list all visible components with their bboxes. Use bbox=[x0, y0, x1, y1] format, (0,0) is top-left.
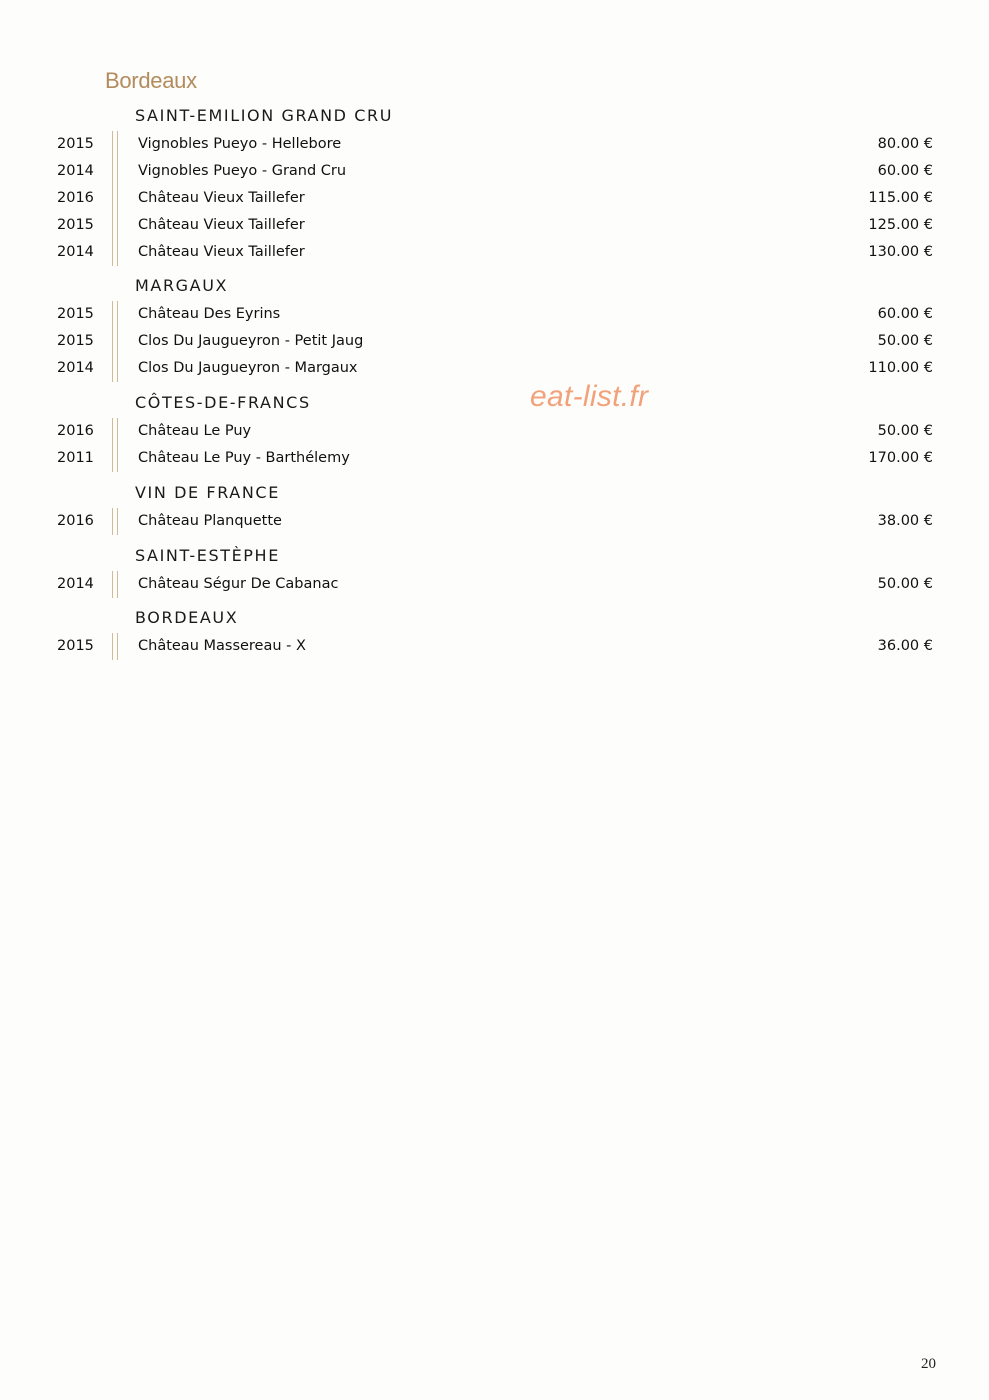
wine-price: 36.00 € bbox=[877, 638, 933, 654]
section-title: CÔTES-DE-FRANCS bbox=[135, 393, 311, 412]
divider-bar bbox=[112, 633, 118, 660]
wine-name: Vignobles Pueyo - Hellebore bbox=[138, 136, 342, 152]
wine-year: 2015 bbox=[57, 306, 94, 322]
wine-name: Château Planquette bbox=[138, 513, 282, 529]
section-title: BORDEAUX bbox=[135, 608, 239, 627]
wine-year: 2015 bbox=[57, 217, 94, 233]
wine-year: 2014 bbox=[57, 244, 94, 260]
divider-bar bbox=[112, 185, 118, 212]
wine-name: Château Des Eyrins bbox=[138, 306, 281, 322]
wine-price: 38.00 € bbox=[877, 513, 933, 529]
wine-name: Château Le Puy - Barthélemy bbox=[138, 450, 350, 466]
divider-bar bbox=[112, 418, 118, 445]
wine-name: Château Ségur De Cabanac bbox=[138, 576, 339, 592]
wine-price: 170.00 € bbox=[868, 450, 933, 466]
wine-year: 2016 bbox=[57, 513, 94, 529]
divider-bar bbox=[112, 212, 118, 239]
wine-row bbox=[0, 571, 989, 598]
wine-name: Clos Du Jaugueyron - Petit Jaug bbox=[138, 333, 364, 349]
wine-row bbox=[0, 633, 989, 660]
wine-year: 2014 bbox=[57, 163, 94, 179]
wine-name: Vignobles Pueyo - Grand Cru bbox=[138, 163, 347, 179]
wine-row bbox=[0, 301, 989, 328]
divider-bar bbox=[112, 131, 118, 158]
wine-price: 130.00 € bbox=[868, 244, 933, 260]
wine-row bbox=[0, 508, 989, 535]
wine-price: 50.00 € bbox=[877, 423, 933, 439]
wine-row bbox=[0, 328, 989, 355]
wine-year: 2016 bbox=[57, 423, 94, 439]
wine-row bbox=[0, 158, 989, 185]
divider-bar bbox=[112, 571, 118, 598]
divider-bar bbox=[112, 355, 118, 382]
wine-row bbox=[0, 239, 989, 266]
wine-year: 2014 bbox=[57, 360, 94, 376]
wine-year: 2015 bbox=[57, 136, 94, 152]
divider-bar bbox=[112, 301, 118, 328]
wine-year: 2015 bbox=[57, 333, 94, 349]
wine-price: 60.00 € bbox=[877, 306, 933, 322]
divider-bar bbox=[112, 328, 118, 355]
wine-name: Château Vieux Taillefer bbox=[138, 244, 305, 260]
divider-bar bbox=[112, 508, 118, 535]
section-title: SAINT-ESTÈPHE bbox=[135, 546, 280, 565]
wine-name: Château Le Puy bbox=[138, 423, 252, 439]
divider-bar bbox=[112, 158, 118, 185]
wine-row bbox=[0, 355, 989, 382]
wine-price: 60.00 € bbox=[877, 163, 933, 179]
wine-price: 115.00 € bbox=[868, 190, 933, 206]
section-title: SAINT-EMILION GRAND CRU bbox=[135, 106, 394, 125]
wine-year: 2016 bbox=[57, 190, 94, 206]
wine-price: 50.00 € bbox=[877, 333, 933, 349]
wine-price: 125.00 € bbox=[868, 217, 933, 233]
page-number: 20 bbox=[921, 1356, 936, 1372]
wine-row bbox=[0, 185, 989, 212]
watermark: eat-list.fr bbox=[530, 380, 649, 413]
section-title: MARGAUX bbox=[135, 276, 229, 295]
wine-name: Château Vieux Taillefer bbox=[138, 190, 305, 206]
wine-row bbox=[0, 445, 989, 472]
wine-row bbox=[0, 131, 989, 158]
wine-year: 2014 bbox=[57, 576, 94, 592]
wine-row bbox=[0, 212, 989, 239]
wine-row bbox=[0, 418, 989, 445]
wine-year: 2011 bbox=[57, 450, 94, 466]
wine-name: Château Vieux Taillefer bbox=[138, 217, 305, 233]
wine-price: 50.00 € bbox=[877, 576, 933, 592]
divider-bar bbox=[112, 239, 118, 266]
wine-price: 110.00 € bbox=[868, 360, 933, 376]
wine-name: Clos Du Jaugueyron - Margaux bbox=[138, 360, 358, 376]
divider-bar bbox=[112, 445, 118, 472]
page-heading: Bordeaux bbox=[105, 68, 197, 93]
wine-price: 80.00 € bbox=[877, 136, 933, 152]
wine-year: 2015 bbox=[57, 638, 94, 654]
section-title: VIN DE FRANCE bbox=[135, 483, 280, 502]
wine-name: Château Massereau - X bbox=[138, 638, 306, 654]
